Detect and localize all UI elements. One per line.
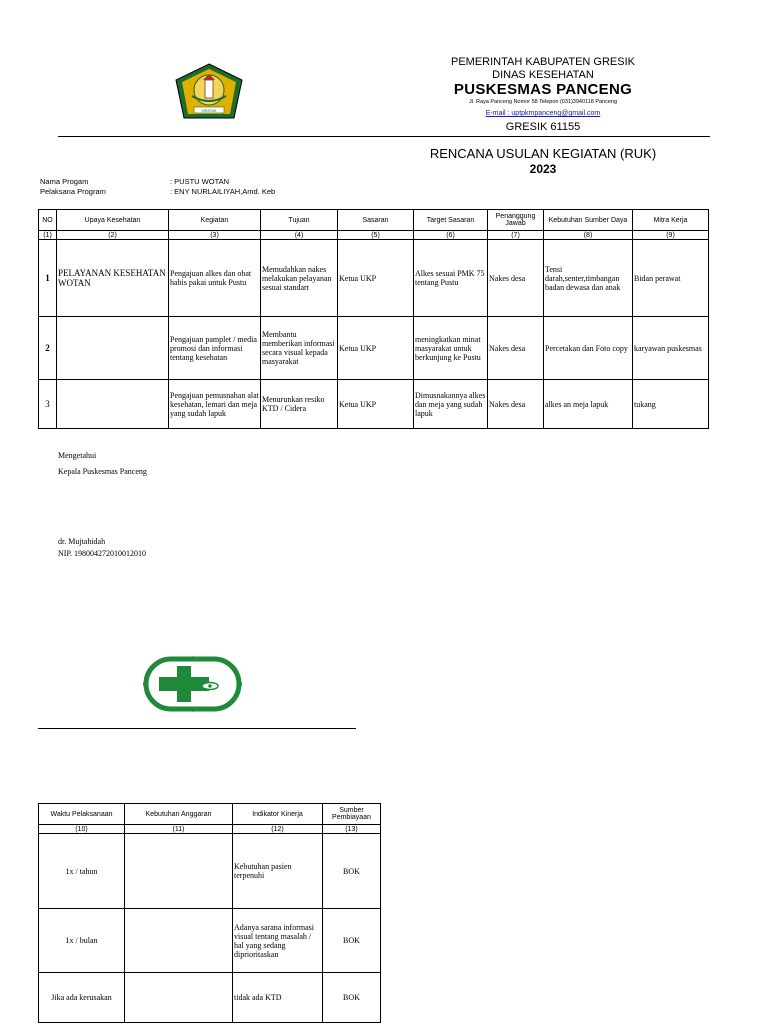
puskesmas-logo-icon — [143, 656, 242, 712]
col-header: Kegiatan — [169, 210, 261, 231]
table-header-row — [39, 210, 709, 231]
ruk-table-continued — [38, 803, 381, 1023]
anggaran-cell — [125, 834, 233, 909]
kegiatan-cell: Pengajuan pamplet / media promosi dan informasi tentang kesehatan — [169, 317, 261, 380]
letterhead-divider — [58, 136, 710, 137]
tujuan-cell: Menurunkan resiko KTD / Cidera — [261, 380, 338, 429]
anggaran-cell — [125, 909, 233, 973]
col-header: Kebutuhan Anggaran — [125, 804, 233, 825]
sumber-pembiayaan-cell: BOK — [323, 973, 381, 1023]
col-number: (7) — [488, 231, 544, 240]
kegiatan-cell: Pengajuan pemusnahan alat kesehatan, lemari dan meja yang sudah lapuk — [169, 380, 261, 429]
kegiatan-cell: Pengajuan alkes dan obat habis pakai untuk Pustu — [169, 240, 261, 317]
table-row — [39, 240, 709, 317]
table-row — [39, 317, 709, 380]
col-header: Sumber Pembiayaan — [323, 804, 381, 825]
program-name-value: : PUSTU WOTAN — [170, 177, 230, 186]
mitra-cell: karyawan puskesmas — [633, 317, 709, 380]
pj-cell: Nakes desa — [488, 317, 544, 380]
row-no: 3 — [39, 380, 57, 429]
target-cell: Alkes sesuai PMK 75 tentang Pustu — [414, 240, 488, 317]
col-number: (12) — [233, 825, 323, 834]
gresik-regency-logo-icon — [174, 62, 244, 122]
document-title: RENCANA USULAN KEGIATAN (RUK) — [429, 146, 657, 161]
upaya-cell — [57, 317, 169, 380]
col-header: Kebutuhan Sumber Daya — [544, 210, 633, 231]
sumber-cell: alkes an meja lapuk — [544, 380, 633, 429]
pj-cell: Nakes desa — [488, 240, 544, 317]
program-executor-label: Pelaksana Program — [40, 187, 106, 196]
indikator-cell: Adanya sarana informasi visual tentang masalah / hal yang sedang diprioritaskan — [233, 909, 323, 973]
city-postal: GRESIK 61155 — [505, 121, 581, 133]
program-executor-value: : ENY NURLAILIYAH,Amd. Keb — [170, 187, 276, 196]
col-header: Upaya Kesehatan — [57, 210, 169, 231]
dept-name: DINAS KESEHATAN — [492, 69, 594, 81]
col-header: Penanggung Jawab — [488, 210, 544, 231]
waktu-cell: Jika ada kerusakan — [39, 973, 125, 1023]
col-header: Target Sasaran — [414, 210, 488, 231]
col-number: (11) — [125, 825, 233, 834]
signature-nip: NIP. 198004272010012010 — [58, 549, 147, 558]
col-number: (3) — [169, 231, 261, 240]
mitra-cell: tukang — [633, 380, 709, 429]
program-name-label: Nama Progam — [40, 177, 89, 186]
target-cell: meningkatkan minat masyarakat untuk berkunjung ke Pustu — [414, 317, 488, 380]
puskesmas-name: PUSKESMAS PANCENG — [453, 81, 633, 98]
logo-label: GRESIK — [201, 108, 217, 113]
col-number: (8) — [544, 231, 633, 240]
col-header: Tujuan — [261, 210, 338, 231]
row-no: 1 — [39, 240, 57, 317]
document-year: 2023 — [529, 162, 557, 176]
mitra-cell: Bidan perawat — [633, 240, 709, 317]
col-number: (2) — [57, 231, 169, 240]
tujuan-cell: Membantu memberikan informasi secara visual kepada masyarakat — [261, 317, 338, 380]
waktu-cell: 1x / tahun — [39, 834, 125, 909]
gov-name: PEMERINTAH KABUPATEN GRESIK — [451, 56, 635, 68]
col-number: (4) — [261, 231, 338, 240]
target-cell: Dimusnakannya alkes dan meja yang sudah lapuk — [414, 380, 488, 429]
col-number: (5) — [338, 231, 414, 240]
signature-role: Kepala Puskesmas Panceng — [58, 467, 147, 476]
table-row — [39, 909, 381, 973]
row-no: 2 — [39, 317, 57, 380]
sasaran-cell: Ketua UKP — [338, 317, 414, 380]
table-row — [39, 973, 381, 1023]
col-number: (9) — [633, 231, 709, 240]
sumber-pembiayaan-cell: BOK — [323, 909, 381, 973]
email-link[interactable]: E-mail : uptpkmpanceng@gmail.com — [485, 110, 601, 117]
address: Jl. Raya Panceng Nomor 58 Telepon (031)3940118 Panceng — [468, 99, 618, 105]
indikator-cell: tidak ada KTD — [233, 973, 323, 1023]
col-header: Mitra Kerja — [633, 210, 709, 231]
waktu-cell: 1x / bulan — [39, 909, 125, 973]
sasaran-cell: Ketua UKP — [338, 380, 414, 429]
table-header-row — [39, 804, 381, 825]
ruk-table — [38, 209, 709, 429]
indikator-cell: Kebutuhan pasien terpenuhi — [233, 834, 323, 909]
signature-name: dr. Mujtahidah — [58, 537, 106, 546]
sumber-pembiayaan-cell: BOK — [323, 834, 381, 909]
sumber-cell: Tensi darah,senter,timbangan badan dewasa dan anak — [544, 240, 633, 317]
col-header: Sasaran — [338, 210, 414, 231]
col-number: (10) — [39, 825, 125, 834]
upaya-cell — [57, 380, 169, 429]
col-header: Indikator Kinerja — [233, 804, 323, 825]
upaya-cell: PELAYANAN KESEHATAN WOTAN — [57, 240, 169, 317]
tujuan-cell: Memudahkan nakes melakukan pelayanan sesuai standart — [261, 240, 338, 317]
column-number-row — [39, 825, 381, 834]
column-number-row — [39, 231, 709, 240]
col-number: (13) — [323, 825, 381, 834]
col-number: (6) — [414, 231, 488, 240]
sumber-cell: Percetakan dan Foto copy — [544, 317, 633, 380]
sasaran-cell: Ketua UKP — [338, 240, 414, 317]
col-header: NO — [39, 210, 57, 231]
table-row — [39, 834, 381, 909]
anggaran-cell — [125, 973, 233, 1023]
pj-cell: Nakes desa — [488, 380, 544, 429]
col-header: Waktu Pelaksanaan — [39, 804, 125, 825]
col-number: (1) — [39, 231, 57, 240]
signature-acknowledge: Mengetahui — [58, 451, 97, 460]
table-row — [39, 380, 709, 429]
section-divider — [38, 728, 356, 729]
